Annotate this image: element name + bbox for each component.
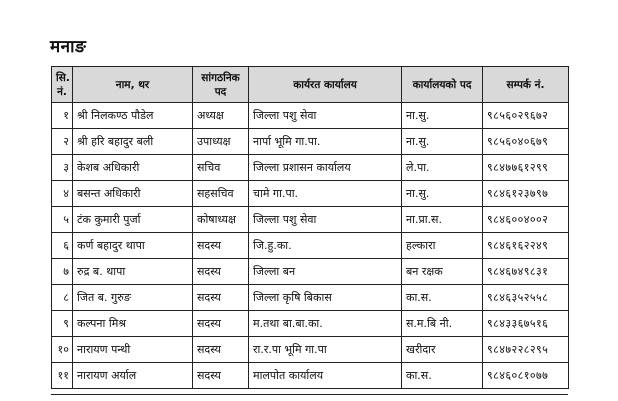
contact-table: [51, 66, 569, 389]
cell-sn: ६: [52, 233, 73, 259]
table-row: [52, 181, 569, 207]
document-heading: मनाङ: [50, 37, 87, 57]
cell-sn: ५: [52, 207, 73, 233]
cell-phone: ९८४७२२८२९५: [483, 337, 569, 363]
cell-org-position: सदस्य: [193, 285, 249, 311]
header-office-position: कार्यालयको पद: [402, 67, 483, 103]
cell-office-position: हल्कारा: [402, 233, 483, 259]
table-row: [52, 155, 569, 181]
table-header-row: [52, 67, 569, 103]
cell-office: जिल्ला प्रशासन कार्यालय: [249, 155, 402, 181]
table-row: [52, 233, 569, 259]
cell-office-position: खरीदार: [402, 337, 483, 363]
cell-name: नारायण पन्थी: [73, 337, 193, 363]
page-bottom-rule: [51, 394, 568, 395]
cell-name: जित ब. गुरुङ: [73, 285, 193, 311]
table-body: [52, 103, 569, 389]
cell-office-position: स.म.बि नी.: [402, 311, 483, 337]
cell-office-position: का.स.: [402, 285, 483, 311]
table-row: [52, 285, 569, 311]
table-row: [52, 311, 569, 337]
header-phone: सम्पर्क नं.: [483, 67, 569, 103]
cell-name: कर्ण बहादुर थापा: [73, 233, 193, 259]
table-row: [52, 363, 569, 389]
table-row: [52, 207, 569, 233]
cell-phone: ९८५६०२९६७२: [483, 103, 569, 129]
cell-phone: ९८४६७४९८३१: [483, 259, 569, 285]
cell-org-position: अध्यक्ष: [193, 103, 249, 129]
cell-org-position: सदस्य: [193, 311, 249, 337]
cell-org-position: सचिव: [193, 155, 249, 181]
cell-sn: १०: [52, 337, 73, 363]
cell-office: जिल्ला बन: [249, 259, 402, 285]
header-name: नाम, थर: [73, 67, 193, 103]
cell-sn: ३: [52, 155, 73, 181]
cell-sn: ९: [52, 311, 73, 337]
cell-office-position: ना.सु.: [402, 181, 483, 207]
cell-phone: ९८४६०८१०७७: [483, 363, 569, 389]
cell-office-position: बन रक्षक: [402, 259, 483, 285]
cell-name: बसन्त अधिकारी: [73, 181, 193, 207]
cell-org-position: सदस्य: [193, 363, 249, 389]
cell-office-position: ले.पा.: [402, 155, 483, 181]
cell-sn: १: [52, 103, 73, 129]
cell-office-position: ना.प्रा.स.: [402, 207, 483, 233]
cell-org-position: सदस्य: [193, 337, 249, 363]
cell-office: नार्पा भूमि गा.पा.: [249, 129, 402, 155]
cell-phone: ९८४६१६२२४९: [483, 233, 569, 259]
cell-office: म.तथा बा.बा.का.: [249, 311, 402, 337]
table-row: [52, 259, 569, 285]
cell-phone: ९८४७७६१२९९: [483, 155, 569, 181]
cell-office-position: का.स.: [402, 363, 483, 389]
cell-name: श्री हरि बहादुर बली: [73, 129, 193, 155]
cell-office: जि.हु.का.: [249, 233, 402, 259]
cell-office: जिल्ला पशु सेवा: [249, 103, 402, 129]
cell-office: रा.र.पा भूमि गा.पा: [249, 337, 402, 363]
cell-phone: ९८४६००४००२: [483, 207, 569, 233]
cell-org-position: उपाध्यक्ष: [193, 129, 249, 155]
header-office: कार्यरत कार्यालय: [249, 67, 402, 103]
cell-office: जिल्ला कृषि बिकास: [249, 285, 402, 311]
cell-org-position: सदस्य: [193, 233, 249, 259]
cell-phone: ९८४३३६७५१६: [483, 311, 569, 337]
cell-name: नारायण अर्याल: [73, 363, 193, 389]
cell-office-position: ना.सु.: [402, 103, 483, 129]
table-row: [52, 103, 569, 129]
cell-office-position: ना.सु.: [402, 129, 483, 155]
header-sn: सि. नं.: [52, 67, 73, 103]
cell-sn: २: [52, 129, 73, 155]
table-row: [52, 129, 569, 155]
cell-sn: ७: [52, 259, 73, 285]
cell-office: चामे गा.पा.: [249, 181, 402, 207]
cell-org-position: कोषाध्यक्ष: [193, 207, 249, 233]
cell-name: कल्पना मिश्र: [73, 311, 193, 337]
cell-phone: ९८४६३५२५५८: [483, 285, 569, 311]
cell-office: मालपोत कार्यालय: [249, 363, 402, 389]
table-row: [52, 337, 569, 363]
cell-org-position: सदस्य: [193, 259, 249, 285]
cell-phone: ९८४६१२३७९७: [483, 181, 569, 207]
cell-name: टंक कुमारी पुर्जा: [73, 207, 193, 233]
cell-name: श्री निलकण्ठ पौडेल: [73, 103, 193, 129]
cell-name: रुद्र ब. थापा: [73, 259, 193, 285]
header-org-position: सांगठनिक पद: [193, 67, 249, 103]
cell-sn: ११: [52, 363, 73, 389]
cell-org-position: सहसचिव: [193, 181, 249, 207]
cell-sn: ४: [52, 181, 73, 207]
cell-phone: ९८५६०४०६७९: [483, 129, 569, 155]
cell-name: केशब अधिकारी: [73, 155, 193, 181]
cell-office: जिल्ला पशु सेवा: [249, 207, 402, 233]
cell-sn: ८: [52, 285, 73, 311]
